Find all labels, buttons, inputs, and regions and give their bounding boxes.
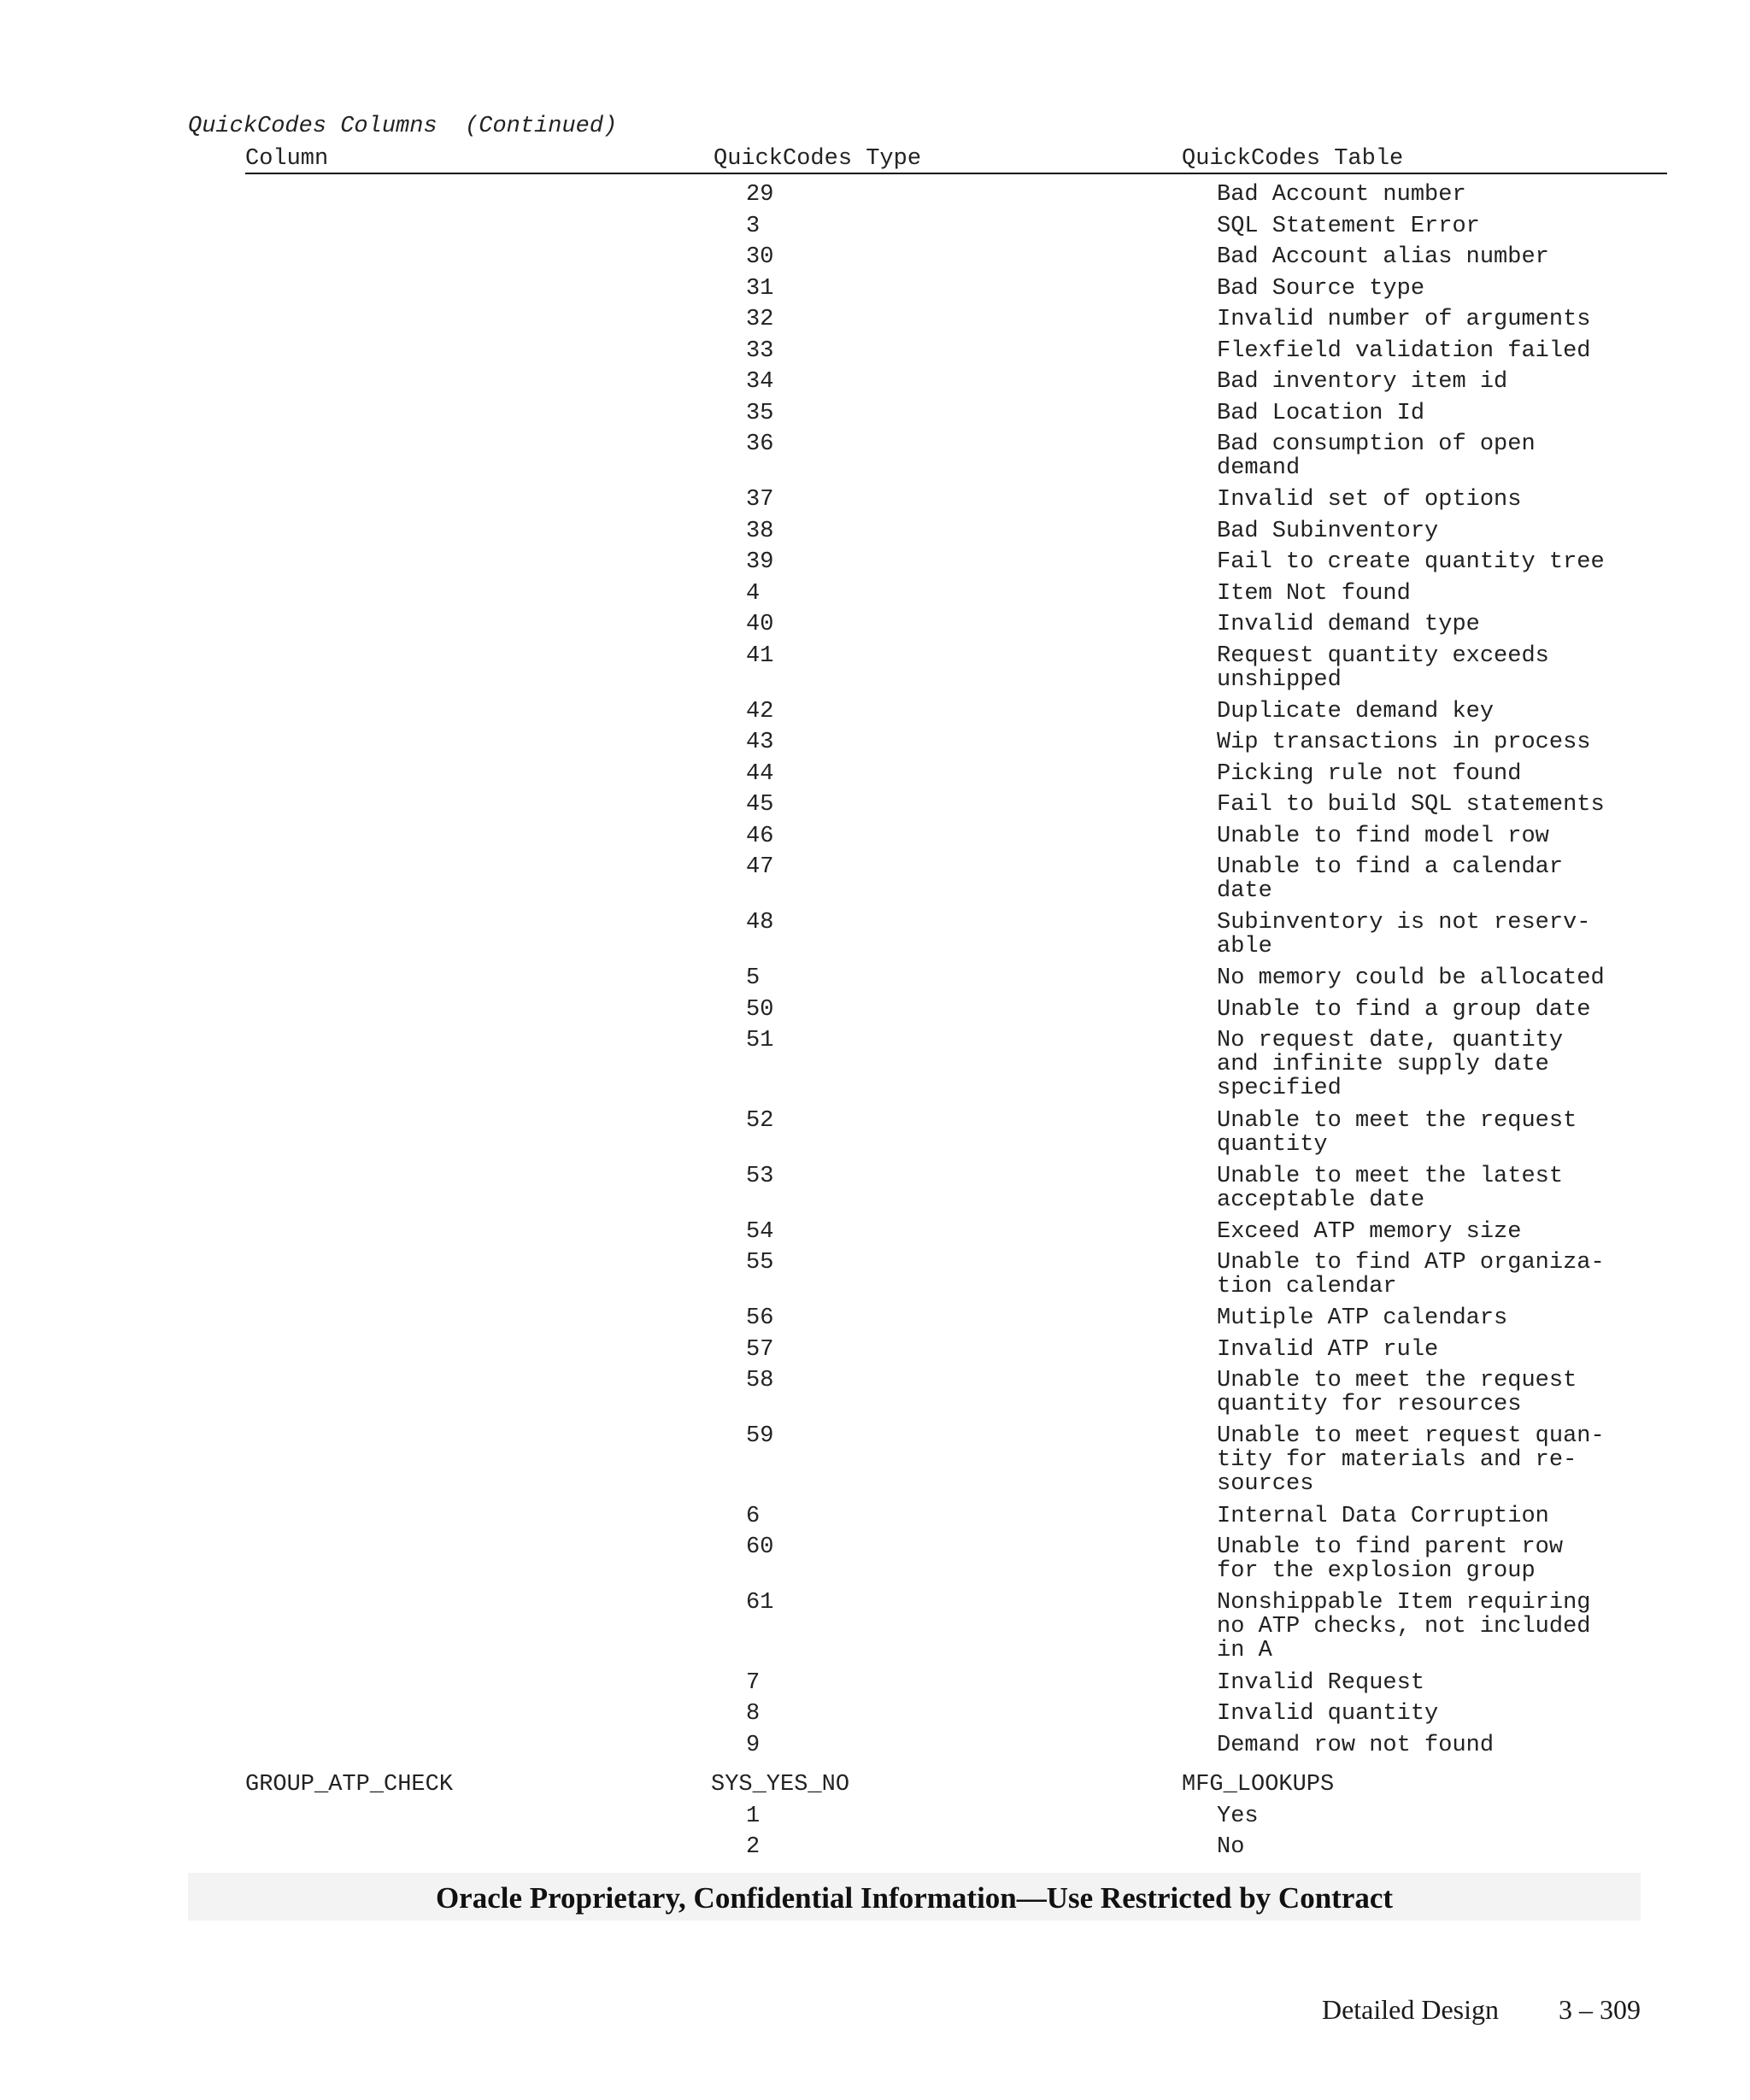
cell-quickcodes-type: 38 <box>746 518 774 544</box>
cell-quickcodes-type: 34 <box>746 369 774 395</box>
table-row <box>0 245 1750 277</box>
table-row <box>0 1369 1750 1424</box>
cell-quickcodes-type: 44 <box>746 760 774 787</box>
page-footer <box>1308 1963 1641 2025</box>
cell-text-line: for the explosion group <box>1217 1558 1536 1584</box>
cell-quickcodes-type: 5 <box>746 965 760 991</box>
table-row <box>0 966 1750 998</box>
table-row <box>0 998 1750 1029</box>
cell-quickcodes-type: 57 <box>746 1336 774 1363</box>
table-row <box>0 1109 1750 1164</box>
cell-quickcodes-table <box>1217 582 1411 606</box>
cell-quickcodes-table <box>1217 1029 1563 1100</box>
cell-text-line: sources <box>1217 1471 1314 1497</box>
table-header <box>245 147 1667 174</box>
table-row <box>0 339 1750 371</box>
cell-text-line: Mutiple ATP calendars <box>1217 1305 1508 1331</box>
cell-quickcodes-table <box>1217 1804 1259 1828</box>
table-row <box>0 1591 1750 1671</box>
cell-quickcodes-table <box>1217 1591 1590 1663</box>
cell-quickcodes-type: 39 <box>746 549 774 575</box>
cell-quickcodes-type: 55 <box>746 1250 774 1276</box>
cell-text-line: Picking rule not found <box>1217 760 1522 787</box>
cell-quickcodes-type: 56 <box>746 1305 774 1331</box>
table-row <box>0 432 1750 488</box>
cell-quickcodes-table <box>1217 1306 1507 1330</box>
cell-quickcodes-table <box>1217 432 1536 480</box>
page-number: 3 – 309 <box>1559 1994 1641 2025</box>
cell-quickcodes-type: 1 <box>746 1803 760 1829</box>
table-row <box>0 214 1750 246</box>
cell-quickcodes-table <box>1217 1220 1521 1244</box>
cell-quickcodes-table <box>1217 214 1480 238</box>
cell-text-line: Invalid set of options <box>1217 487 1522 513</box>
cell-text-line: Unable to meet the request <box>1217 1107 1577 1134</box>
cell-quickcodes-table <box>1217 762 1521 786</box>
cell-text-line: Invalid quantity <box>1217 1701 1439 1727</box>
cell-text-line: date <box>1217 878 1272 904</box>
cell-quickcodes-table <box>1217 793 1605 817</box>
cell-text-line: Unable to meet the request <box>1217 1368 1577 1393</box>
table-row <box>0 1251 1750 1306</box>
cell-quickcodes-table <box>1217 1505 1549 1528</box>
header-quickcodes-type: QuickCodes Type <box>714 146 922 172</box>
cell-quickcodes-type: 2 <box>746 1834 760 1860</box>
cell-text-line: Bad Account alias number <box>1217 244 1549 270</box>
table-row <box>0 519 1750 551</box>
cell-text-line: quantity <box>1217 1131 1328 1158</box>
cell-text-line: Bad Account number <box>1217 182 1466 208</box>
cell-text-line: Bad Subinventory <box>1217 518 1439 544</box>
cell-text-line: Unable to find model row <box>1217 823 1549 849</box>
cell-text-line: Bad Source type <box>1217 275 1425 302</box>
table-row <box>0 793 1750 824</box>
table-row <box>0 402 1750 433</box>
cell-text-line: Fail to create quantity tree <box>1217 549 1605 575</box>
table-row <box>0 1535 1750 1591</box>
cell-quickcodes-type: 31 <box>746 275 774 302</box>
table-row <box>0 911 1750 966</box>
table-row <box>0 550 1750 582</box>
cell-text-line: Invalid Request <box>1217 1669 1425 1696</box>
cell-text-line: able <box>1217 934 1272 959</box>
cell-quickcodes-table <box>1217 1424 1605 1496</box>
cell-text-line: No <box>1217 1834 1245 1860</box>
cell-quickcodes-table <box>1217 488 1521 512</box>
cell-quickcodes-type: 51 <box>746 1028 774 1053</box>
cell-quickcodes-type: 43 <box>746 730 774 755</box>
cell-quickcodes-type: 4 <box>746 580 760 607</box>
cell-quickcodes-table <box>1217 245 1549 269</box>
cell-text-line: Flexfield validation failed <box>1217 337 1591 364</box>
cell-text-line: specified <box>1217 1076 1342 1101</box>
cell-quickcodes-table <box>1217 1835 1244 1859</box>
cell-quickcodes-table <box>1217 1702 1438 1726</box>
table-row <box>0 700 1750 731</box>
cell-quickcodes-table <box>1217 1251 1605 1299</box>
table-row <box>0 582 1750 613</box>
cell-quickcodes-type: 37 <box>746 487 774 513</box>
cell-quickcodes-type: 60 <box>746 1534 774 1560</box>
cell-text-line: Unable to find ATP organiza- <box>1217 1250 1605 1276</box>
cell-quickcodes-table <box>1217 966 1605 990</box>
cell-quickcodes-type: 33 <box>746 337 774 364</box>
cell-text-line: Unable to meet the latest <box>1217 1163 1564 1189</box>
cell-quickcodes-table <box>1217 308 1590 331</box>
cell-quickcodes-type: 3 <box>746 213 760 239</box>
cell-quickcodes-table <box>1217 855 1563 903</box>
cell-quickcodes-type: 8 <box>746 1701 760 1727</box>
cell-quickcodes-table <box>1217 1535 1563 1583</box>
table-row <box>0 308 1750 339</box>
cell-text-line: Bad Location Id <box>1217 400 1425 426</box>
table-row <box>0 1164 1750 1220</box>
cell-quickcodes-table <box>1217 700 1494 724</box>
cell-text-line: in A <box>1217 1638 1272 1663</box>
cell-text-line: Unable to find parent row <box>1217 1534 1564 1560</box>
cell-text-line: Unable to find a calendar <box>1217 854 1564 880</box>
cell-text-line: Duplicate demand key <box>1217 698 1495 724</box>
cell-quickcodes-table <box>1217 370 1507 394</box>
section-title: Detailed Design <box>1321 1994 1499 2025</box>
cell-quickcodes-type: 42 <box>746 698 774 724</box>
cell-quickcodes-type: 50 <box>746 996 774 1023</box>
cell-text-line: Demand row not found <box>1217 1732 1495 1758</box>
cell-quickcodes-type: 29 <box>746 182 774 208</box>
cell-text-line: Fail to build SQL statements <box>1217 792 1605 818</box>
table-row <box>0 1029 1750 1109</box>
cell-quickcodes-type: 58 <box>746 1368 774 1393</box>
cell-quickcodes-table <box>1217 824 1549 848</box>
table-row <box>0 1733 1750 1765</box>
cell-text-line: Bad inventory item id <box>1217 369 1508 395</box>
table-row <box>0 1338 1750 1370</box>
table-row <box>0 1671 1750 1703</box>
cell-text-line: Bad consumption of open <box>1217 431 1536 457</box>
cell-text-line: unshipped <box>1217 666 1342 693</box>
cell-quickcodes-type: 47 <box>746 854 774 880</box>
cell-quickcodes-table <box>1217 644 1549 692</box>
cell-quickcodes-type: 54 <box>746 1218 774 1245</box>
cell-quickcodes-type: 40 <box>746 612 774 637</box>
cell-quickcodes-type: 6 <box>746 1503 760 1529</box>
cell-quickcodes-table <box>1217 1164 1563 1212</box>
cell-text-line: No memory could be allocated <box>1217 965 1605 991</box>
table-row <box>0 855 1750 911</box>
cell-text-line: Unable to find a group date <box>1217 996 1591 1023</box>
cell-text-line: Wip transactions in process <box>1217 730 1591 755</box>
cell-quickcodes-type: 46 <box>746 823 774 849</box>
cell-quickcodes-table <box>1217 402 1424 425</box>
cell-text-line: Yes <box>1217 1803 1259 1829</box>
table-row <box>0 1773 1750 1804</box>
cell-text-line: no ATP checks, not included <box>1217 1614 1591 1640</box>
cell-quickcodes-table <box>1217 998 1590 1022</box>
cell-text-line: acceptable date <box>1217 1187 1425 1213</box>
table-row <box>0 1424 1750 1505</box>
cell-quickcodes-type: 9 <box>746 1732 760 1758</box>
table-row <box>0 1804 1750 1836</box>
table-row <box>0 730 1750 762</box>
cell-quickcodes-type: 36 <box>746 431 774 457</box>
confidentiality-banner <box>188 1873 1641 1921</box>
cell-quickcodes-type: 59 <box>746 1423 774 1449</box>
cell-quickcodes-table <box>1217 1109 1577 1157</box>
cell-quickcodes-type: 7 <box>746 1669 760 1696</box>
cell-text-line: Nonshippable Item requiring <box>1217 1590 1591 1616</box>
cell-quickcodes-type: 48 <box>746 910 774 936</box>
table-row <box>0 613 1750 644</box>
header-quickcodes-table: QuickCodes Table <box>1182 146 1404 172</box>
cell-text-line: tity for materials and re- <box>1217 1447 1577 1473</box>
cell-text-line: demand <box>1217 455 1301 481</box>
cell-quickcodes-type: 45 <box>746 792 774 818</box>
table-row <box>0 488 1750 519</box>
table-row <box>0 1702 1750 1733</box>
cell-column: GROUP_ATP_CHECK <box>245 1772 454 1798</box>
cell-text-line: Request quantity exceeds <box>1217 642 1549 669</box>
cell-quickcodes-type: SYS_YES_NO <box>711 1772 850 1798</box>
cell-quickcodes-table <box>1217 1369 1577 1417</box>
confidentiality-text: Oracle Proprietary, Confidential Information––Use Restricted by Contract <box>435 1881 1394 1915</box>
cell-quickcodes-table <box>1217 613 1480 636</box>
cell-quickcodes-table <box>1182 1773 1334 1797</box>
table-body <box>0 183 1750 1867</box>
cell-quickcodes-table <box>1217 550 1605 574</box>
cell-quickcodes-table <box>1217 1671 1424 1695</box>
table-row <box>0 277 1750 308</box>
cell-quickcodes-type: 52 <box>746 1107 774 1134</box>
table-row <box>0 183 1750 214</box>
cell-text-line: and infinite supply date <box>1217 1052 1549 1077</box>
header-column: Column <box>245 146 329 172</box>
cell-quickcodes-table <box>1217 730 1590 754</box>
cell-text-line: quantity for resources <box>1217 1392 1522 1417</box>
cell-quickcodes-type: 35 <box>746 400 774 426</box>
cell-text-line: tion calendar <box>1217 1274 1397 1299</box>
cell-quickcodes-type: 30 <box>746 244 774 270</box>
table-row <box>0 644 1750 700</box>
cell-quickcodes-type: 61 <box>746 1590 774 1616</box>
cell-text-line: Unable to meet request quan- <box>1217 1423 1605 1449</box>
cell-text-line: Invalid ATP rule <box>1217 1336 1439 1363</box>
table-row <box>0 1505 1750 1536</box>
cell-quickcodes-type: 41 <box>746 642 774 669</box>
cell-text-line: Item Not found <box>1217 580 1411 607</box>
cell-quickcodes-table <box>1217 911 1590 959</box>
cell-quickcodes-table <box>1217 277 1424 301</box>
cell-quickcodes-table <box>1217 339 1590 363</box>
table-row <box>0 1220 1750 1252</box>
cell-quickcodes-table <box>1217 519 1438 543</box>
table-row <box>0 762 1750 794</box>
cell-quickcodes-type: 53 <box>746 1163 774 1189</box>
cell-text-line: Internal Data Corruption <box>1217 1503 1549 1529</box>
cell-text-line: MFG_LOOKUPS <box>1182 1772 1335 1798</box>
cell-text-line: No request date, quantity <box>1217 1028 1564 1053</box>
cell-text-line: Invalid number of arguments <box>1217 307 1591 332</box>
cell-quickcodes-type: 32 <box>746 307 774 332</box>
cell-text-line: Subinventory is not reserv- <box>1217 910 1591 936</box>
table-caption: QuickCodes Columns (Continued) <box>188 114 618 139</box>
table-row <box>0 1835 1750 1867</box>
cell-text-line: Invalid demand type <box>1217 612 1480 637</box>
cell-quickcodes-table <box>1217 183 1466 207</box>
cell-text-line: Exceed ATP memory size <box>1217 1218 1522 1245</box>
cell-quickcodes-table <box>1217 1733 1494 1757</box>
table-row <box>0 824 1750 856</box>
cell-quickcodes-table <box>1217 1338 1438 1362</box>
table-row <box>0 1306 1750 1338</box>
table-row <box>0 370 1750 402</box>
cell-text-line: SQL Statement Error <box>1217 213 1480 239</box>
